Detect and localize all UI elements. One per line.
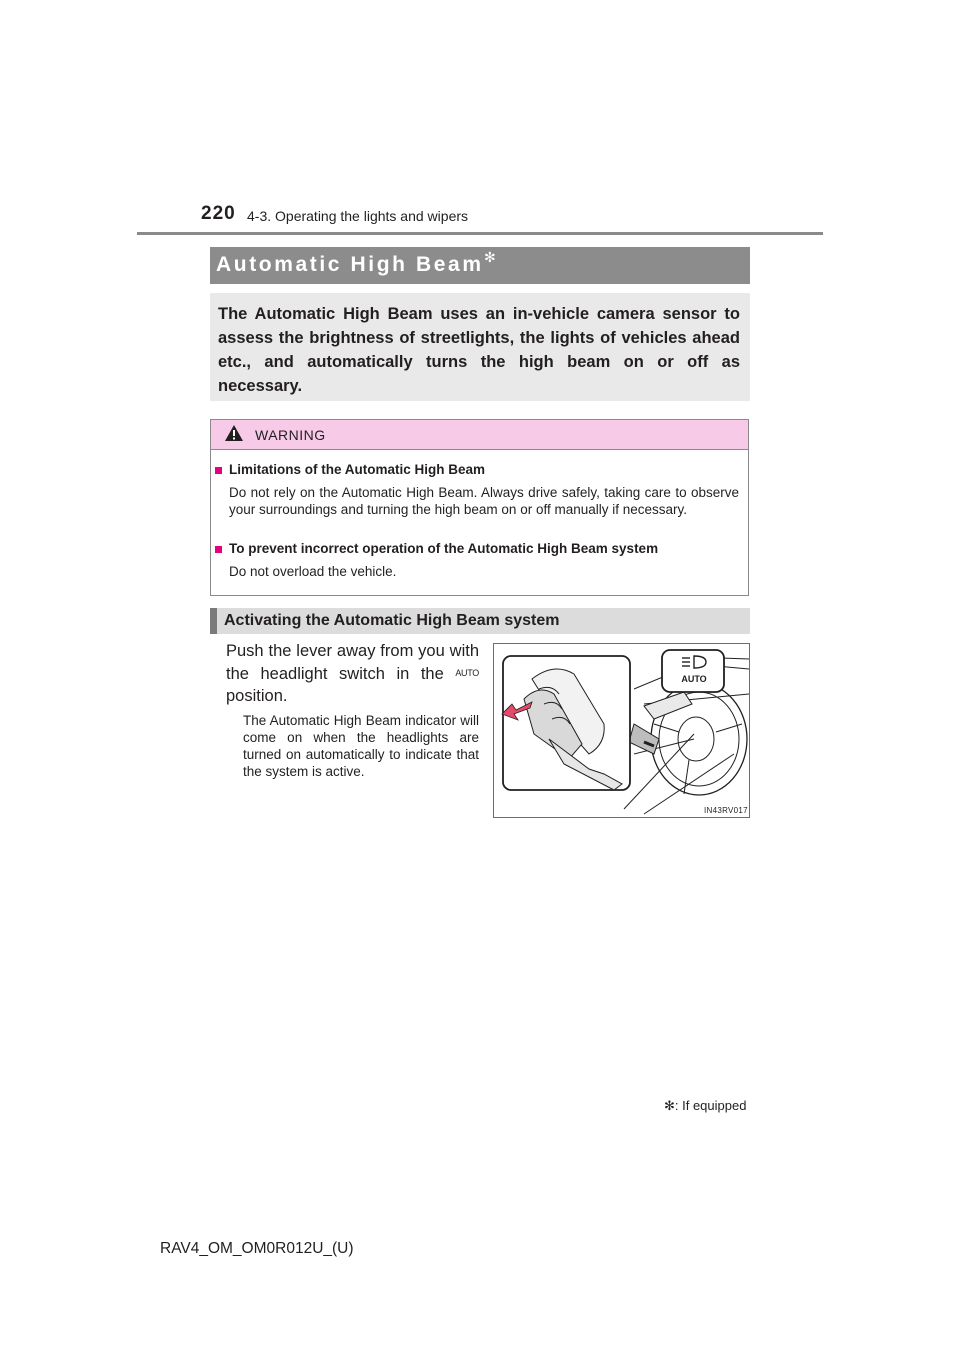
section-path: 4-3. Operating the lights and wipers xyxy=(247,208,469,224)
page-number: 220 xyxy=(201,203,236,224)
figure-code: IN43RV017 xyxy=(704,806,748,815)
lever-illustration xyxy=(493,643,750,818)
warning-item-body: Do not overload the vehicle. xyxy=(229,564,397,579)
page-title: Automatic High Beam xyxy=(216,253,484,276)
warning-item-heading: Limitations of the Automatic High Beam xyxy=(229,462,486,477)
warning-item-body: Do not rely on the Automatic High Beam. Always drive safely, taking care to observe your surroundings and turning the high beam on or off manually if necessary. xyxy=(229,485,739,517)
warning-item-heading: To prevent incorrect operation of the Automatic High Beam system xyxy=(229,541,659,556)
intro-text: The Automatic High Beam uses an in-vehicle camera sensor to assess the brightness of streetlights, the lights of vehicles ahead etc., and automatically turns the high beam on or off as necessary. xyxy=(218,305,740,395)
warning-bullet xyxy=(215,467,222,474)
warning-triangle-icon xyxy=(224,424,244,442)
lever-illustration-drawing xyxy=(494,644,749,817)
step-text-after: position. xyxy=(226,687,288,705)
manual-code-footer: RAV4_OM_OM0R012U_(U) xyxy=(160,1240,354,1257)
step-text-before: Push the lever away from you with the headlight switch in the xyxy=(226,642,479,683)
subsection-accent xyxy=(210,608,217,634)
auto-position-symbol: AUTO xyxy=(455,668,479,678)
warning-bullet xyxy=(215,546,222,553)
indicator-note: The Automatic High Beam indicator will come on when the headlights are turned on automatically to indicate that the system is active. xyxy=(243,713,479,779)
auto-inset-label: AUTO xyxy=(681,674,707,684)
header-rule xyxy=(137,232,823,235)
warning-label: WARNING xyxy=(255,427,326,443)
if-equipped-mark: ✻ xyxy=(484,249,496,265)
subsection-title: Activating the Automatic High Beam system xyxy=(224,612,560,629)
if-equipped-footnote: ✻: If equipped xyxy=(664,1098,747,1113)
step-instruction xyxy=(226,640,479,707)
